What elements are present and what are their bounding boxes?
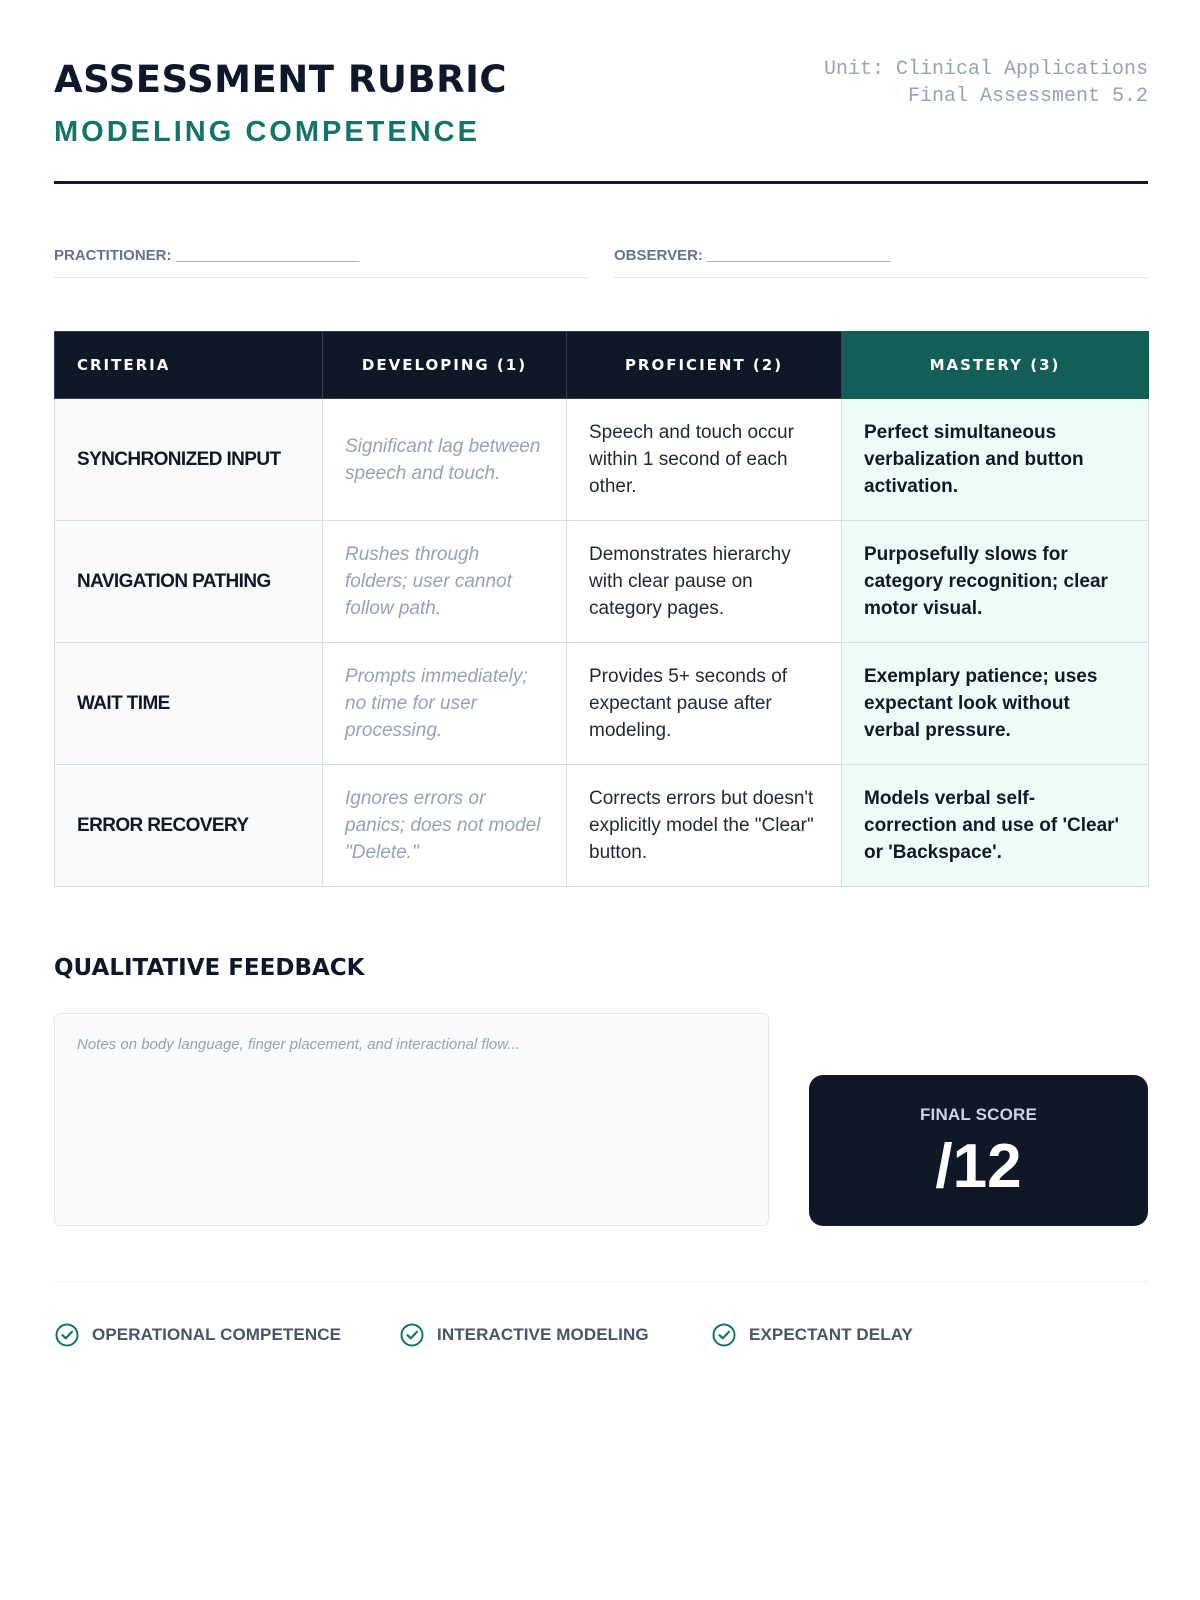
header-criteria: CRITERIA: [55, 332, 323, 399]
check-circle-icon: [399, 1322, 425, 1348]
table-row: [55, 643, 1149, 765]
criteria-cell: NAVIGATION PATHING: [55, 521, 323, 643]
check-circle-icon: [54, 1322, 80, 1348]
page-subtitle: MODELING COMPETENCE: [54, 116, 480, 148]
developing-cell: Prompts immediately; no time for user processing.: [323, 643, 567, 765]
check-circle-icon: [711, 1322, 737, 1348]
rubric-page: [54, 0, 1148, 1600]
footer-tag-expectant-delay: [711, 1321, 913, 1349]
mastery-cell: Models verbal self-correction and use of 'Clear' or 'Backspace'.: [842, 765, 1149, 887]
header-developing: DEVELOPING (1): [323, 332, 567, 399]
final-score-value: /12: [935, 1132, 1022, 1201]
rubric-header-row: [55, 332, 1149, 399]
criteria-cell: WAIT TIME: [55, 643, 323, 765]
criteria-cell: SYNCHRONIZED INPUT: [55, 399, 323, 521]
proficient-cell: Provides 5+ seconds of expectant pause after modeling.: [567, 643, 842, 765]
table-row: [55, 765, 1149, 887]
developing-cell: Significant lag between speech and touch.: [323, 399, 567, 521]
footer-divider: [54, 1281, 1148, 1282]
assessment-label: Final Assessment 5.2: [907, 85, 1148, 108]
proficient-cell: Speech and touch occur within 1 second of each other.: [567, 399, 842, 521]
footer-tag-operational-competence: [54, 1321, 341, 1349]
table-row: [55, 521, 1149, 643]
mastery-cell: Purposefully slows for category recognition; clear motor visual.: [842, 521, 1149, 643]
table-row: [55, 399, 1149, 521]
unit-label: Unit: Clinical Applications: [823, 58, 1148, 81]
footer-tag-label: OPERATIONAL COMPETENCE: [92, 1325, 342, 1344]
mastery-cell: Exemplary patience; uses expectant look without verbal pressure.: [842, 643, 1149, 765]
footer-tag-label: INTERACTIVE MODELING: [437, 1325, 649, 1344]
header-proficient: PROFICIENT (2): [567, 332, 842, 399]
header: [54, 56, 1148, 184]
proficient-cell: Demonstrates hierarchy with clear pause on category pages.: [567, 521, 842, 643]
feedback-title: QUALITATIVE FEEDBACK: [54, 955, 365, 981]
page-title: ASSESSMENT RUBRIC: [54, 58, 508, 101]
feedback-placeholder: Notes on body language, finger placement, and interactional flow...: [77, 1036, 520, 1053]
mastery-cell: Perfect simultaneous verbalization and button activation.: [842, 399, 1149, 521]
final-score-label: FINAL SCORE: [919, 1105, 1038, 1124]
header-mastery: MASTERY (3): [842, 332, 1149, 399]
footer-tag-label: EXPECTANT DELAY: [749, 1325, 913, 1344]
criteria-cell: ERROR RECOVERY: [55, 765, 323, 887]
practitioner-field[interactable]: PRACTITIONER: ______________________: [54, 238, 588, 278]
rubric-table: [54, 331, 1149, 887]
proficient-cell: Corrects errors but doesn't explicitly model the "Clear" button.: [567, 765, 842, 887]
signature-row: [54, 238, 1148, 278]
feedback-textarea[interactable]: [54, 1013, 769, 1226]
observer-field[interactable]: OBSERVER: ______________________: [614, 238, 1148, 278]
footer-tag-interactive-modeling: [399, 1321, 649, 1349]
developing-cell: Ignores errors or panics; does not model "Delete.": [323, 765, 567, 887]
unit-meta: [824, 56, 1148, 110]
developing-cell: Rushes through folders; user cannot follow path.: [323, 521, 567, 643]
final-score-card: [809, 1075, 1148, 1226]
